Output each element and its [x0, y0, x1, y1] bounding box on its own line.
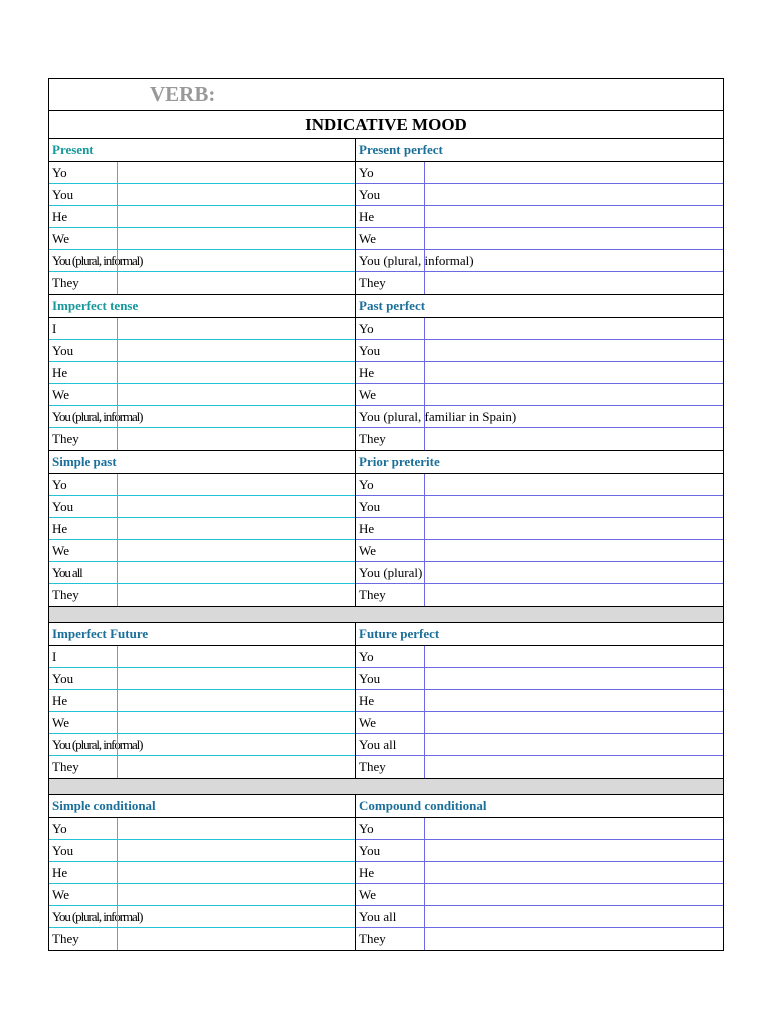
conjugation-row[interactable] [49, 162, 355, 184]
pronoun-label: We [359, 543, 376, 558]
conjugation-row[interactable] [356, 562, 723, 584]
verb-row [49, 79, 723, 111]
conjugation-row[interactable] [356, 384, 723, 406]
pronoun-label: I [52, 649, 57, 664]
pronoun-label: You [359, 499, 381, 514]
conjugation-row[interactable] [49, 474, 355, 496]
conjugation-row[interactable] [49, 734, 355, 756]
conjugation-row[interactable] [356, 250, 723, 272]
tense-heading: Compound conditional [356, 795, 723, 818]
conjugation-row[interactable] [356, 690, 723, 712]
pronoun-label: You (plural, informal) [52, 253, 143, 268]
tense-heading: Imperfect tense [49, 295, 355, 318]
conjugation-row[interactable] [49, 756, 355, 778]
conjugation-row[interactable] [356, 840, 723, 862]
conjugation-row[interactable] [356, 818, 723, 840]
pronoun-label: Yo [359, 321, 374, 336]
conjugation-rows [49, 646, 355, 778]
pronoun-label: He [52, 521, 68, 536]
conjugation-row[interactable] [49, 906, 355, 928]
section-divider [49, 607, 723, 623]
tense-heading: Simple conditional [49, 795, 355, 818]
pronoun-label: We [52, 543, 69, 558]
tense-future-perfect-column [356, 623, 723, 778]
pronoun-label: Yo [359, 821, 374, 836]
tense-imperfect-future-column [49, 623, 356, 778]
conjugation-row[interactable] [356, 228, 723, 250]
pronoun-label: We [359, 387, 376, 402]
conjugation-row[interactable] [49, 818, 355, 840]
pronoun-label: They [52, 931, 79, 946]
pronoun-label: You [52, 671, 74, 686]
tense-heading: Future perfect [356, 623, 723, 646]
conjugation-row[interactable] [356, 734, 723, 756]
tense-heading: Prior preterite [356, 451, 723, 474]
pronoun-label: I [52, 321, 57, 336]
pronoun-label: Yo [359, 165, 374, 180]
pronoun-label: He [359, 865, 375, 880]
conjugation-rows [356, 318, 723, 450]
tense-section [49, 623, 723, 779]
tense-heading: Simple past [49, 451, 355, 474]
pronoun-label: Yo [52, 821, 67, 836]
tense-sections [49, 139, 723, 950]
pronoun-label: We [52, 887, 69, 902]
pronoun-label: He [52, 865, 68, 880]
conjugation-row[interactable] [356, 712, 723, 734]
conjugation-row[interactable] [49, 518, 355, 540]
conjugation-row[interactable] [356, 474, 723, 496]
conjugation-row[interactable] [356, 428, 723, 450]
pronoun-label: He [359, 521, 375, 536]
pronoun-label: They [359, 431, 386, 446]
conjugation-rows [49, 818, 355, 950]
conjugation-row[interactable] [49, 862, 355, 884]
tense-heading: Present [49, 139, 355, 162]
conjugation-row[interactable] [49, 184, 355, 206]
conjugation-row[interactable] [356, 272, 723, 294]
conjugation-row[interactable] [49, 584, 355, 606]
conjugation-row[interactable] [49, 384, 355, 406]
conjugation-rows [356, 474, 723, 606]
pronoun-label: We [52, 387, 69, 402]
pronoun-label: He [52, 693, 68, 708]
conjugation-row[interactable] [49, 496, 355, 518]
pronoun-label: They [359, 931, 386, 946]
pronoun-label: He [359, 693, 375, 708]
pronoun-label: You [52, 187, 74, 202]
conjugation-row[interactable] [356, 518, 723, 540]
pronoun-label: You [52, 343, 74, 358]
pronoun-label: He [359, 209, 375, 224]
conjugation-row[interactable] [356, 318, 723, 340]
pronoun-label: They [359, 275, 386, 290]
conjugation-row[interactable] [49, 272, 355, 294]
conjugation-row[interactable] [356, 340, 723, 362]
tense-past-perfect-column [356, 295, 723, 450]
mood-title: INDICATIVE MOOD [49, 111, 723, 139]
pronoun-label: He [52, 365, 68, 380]
conjugation-row[interactable] [356, 884, 723, 906]
conjugation-row[interactable] [356, 162, 723, 184]
tense-imperfect-tense-column [49, 295, 356, 450]
conjugation-row[interactable] [356, 206, 723, 228]
conjugation-rows [49, 318, 355, 450]
tense-present-column [49, 139, 356, 294]
verb-label: VERB: [150, 82, 216, 106]
tense-heading: Imperfect Future [49, 623, 355, 646]
conjugation-row[interactable] [356, 862, 723, 884]
pronoun-label: You (plural, informal) [359, 253, 474, 268]
pronoun-label: Yo [359, 649, 374, 664]
conjugation-row[interactable] [356, 668, 723, 690]
conjugation-row[interactable] [49, 840, 355, 862]
conjugation-row[interactable] [49, 206, 355, 228]
conjugation-row[interactable] [49, 318, 355, 340]
tense-section [49, 451, 723, 607]
pronoun-label: We [52, 715, 69, 730]
conjugation-row[interactable] [49, 428, 355, 450]
conjugation-row[interactable] [356, 928, 723, 950]
conjugation-rows [49, 162, 355, 294]
tense-prior-preterite-column [356, 451, 723, 606]
pronoun-label: You [52, 499, 74, 514]
pronoun-label: You all [359, 909, 397, 924]
tense-heading: Past perfect [356, 295, 723, 318]
conjugation-row[interactable] [49, 928, 355, 950]
pronoun-label: You all [359, 737, 397, 752]
conjugation-row[interactable] [49, 668, 355, 690]
pronoun-label: Yo [359, 477, 374, 492]
pronoun-label: You [359, 843, 381, 858]
conjugation-row[interactable] [356, 584, 723, 606]
pronoun-label: You (plural, informal) [52, 409, 143, 424]
conjugation-rows [356, 818, 723, 950]
tense-section [49, 295, 723, 451]
pronoun-label: We [359, 887, 376, 902]
conjugation-row[interactable] [356, 756, 723, 778]
tense-present-perfect-column [356, 139, 723, 294]
conjugation-row[interactable] [49, 690, 355, 712]
conjugation-row[interactable] [49, 646, 355, 668]
pronoun-label: They [52, 431, 79, 446]
tense-simple-past-column [49, 451, 356, 606]
pronoun-label: You (plural, informal) [52, 909, 143, 924]
conjugation-row[interactable] [356, 406, 723, 428]
conjugation-row[interactable] [356, 646, 723, 668]
conjugation-row[interactable] [356, 496, 723, 518]
conjugation-row[interactable] [49, 362, 355, 384]
pronoun-label: You [52, 843, 74, 858]
pronoun-label: You all [52, 565, 82, 580]
pronoun-label: We [52, 231, 69, 246]
tense-section [49, 795, 723, 950]
tense-section [49, 139, 723, 295]
pronoun-label: You [359, 671, 381, 686]
conjugation-row[interactable] [356, 540, 723, 562]
tense-heading: Present perfect [356, 139, 723, 162]
conjugation-rows [356, 162, 723, 294]
conjugation-row[interactable] [49, 250, 355, 272]
conjugation-row[interactable] [356, 362, 723, 384]
pronoun-label: Yo [52, 165, 67, 180]
pronoun-label: You (plural) [359, 565, 423, 580]
pronoun-label: You [359, 187, 381, 202]
pronoun-label: You [359, 343, 381, 358]
conjugation-row[interactable] [49, 540, 355, 562]
conjugation-row[interactable] [49, 228, 355, 250]
tense-simple-conditional-column [49, 795, 356, 950]
conjugation-row[interactable] [356, 906, 723, 928]
conjugation-rows [49, 474, 355, 606]
conjugation-row[interactable] [49, 884, 355, 906]
section-divider [49, 779, 723, 795]
pronoun-label: You (plural, informal) [52, 737, 143, 752]
tense-compound-conditional-column [356, 795, 723, 950]
pronoun-label: We [359, 231, 376, 246]
pronoun-label: They [359, 759, 386, 774]
pronoun-label: They [52, 587, 79, 602]
conjugation-rows [356, 646, 723, 778]
pronoun-label: They [52, 275, 79, 290]
conjugation-row[interactable] [49, 340, 355, 362]
conjugation-row[interactable] [49, 406, 355, 428]
pronoun-label: He [52, 209, 68, 224]
conjugation-row[interactable] [356, 184, 723, 206]
pronoun-label: They [52, 759, 79, 774]
conjugation-row[interactable] [49, 562, 355, 584]
pronoun-label: He [359, 365, 375, 380]
conjugation-sheet [48, 78, 724, 951]
pronoun-label: Yo [52, 477, 67, 492]
conjugation-row[interactable] [49, 712, 355, 734]
pronoun-label: They [359, 587, 386, 602]
pronoun-label: We [359, 715, 376, 730]
pronoun-label: You (plural, familiar in Spain) [359, 409, 517, 424]
